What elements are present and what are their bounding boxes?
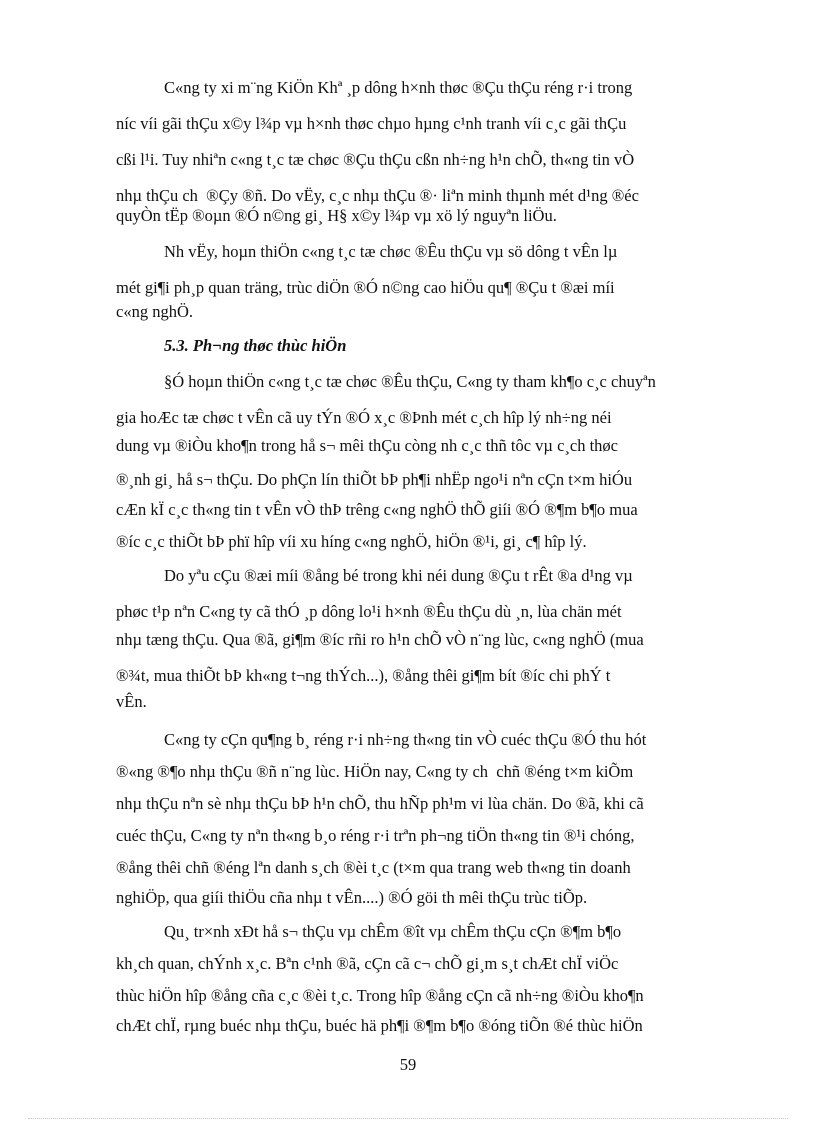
paragraph-line: ®íc c¸c thiÕt bÞ phï hîp víi xu híng c«ng nghÖ, hiÖn ®¹i, gi¸ c¶ hîp lý. [116, 532, 587, 551]
paragraph-line: cßi l¹i. Tuy nhiªn c«ng t¸c tæ chøc ®Çu thÇu cßn nh÷ng h¹n chÕ, th«ng tin vÒ [116, 150, 635, 169]
paragraph-line: chÆt chÏ, rµng buéc nhµ thÇu, buéc hä ph¶i ®¶m b¶o ®óng tiÕn ®é thùc hiÖn [116, 1016, 643, 1035]
paragraph-line: §Ó hoµn thiÖn c«ng t¸c tæ chøc ®Êu thÇu, C«ng ty tham kh¶o c¸c chuyªn [164, 372, 656, 391]
paragraph-line: C«ng ty cÇn qu¶ng b¸ réng r·i nh÷ng th«ng tin vÒ cuéc thÇu ®Ó thu hót [164, 730, 647, 749]
paragraph-line: ®«ng ®¶o nhµ thÇu ®ñ n¨ng lùc. HiÖn nay, C«ng ty ch chñ ®éng t×m kiÕm [116, 762, 634, 781]
paragraph-line: kh¸ch quan, chÝnh x¸c. Bªn c¹nh ®ã, cÇn cã c¬ chÕ gi¸m s¸t chÆt chÏ viÖc [116, 954, 619, 973]
page-number: 59 [399, 1055, 417, 1074]
paragraph-line: ®ång thêi chñ ®éng lªn danh s¸ch ®èi t¸c (t×m qua trang web th«ng tin doanh [116, 858, 631, 877]
paragraph-line: cuéc thÇu, C«ng ty nªn th«ng b¸o réng r·i trªn ph¬ng tiÖn th«ng tin ®¹i chóng, [116, 826, 635, 845]
paragraph-line: thùc hiÖn hîp ®ång cña c¸c ®èi t¸c. Trong hîp ®ång cÇn cã nh÷ng ®iÒu kho¶n [116, 986, 644, 1005]
paragraph-line: dung vµ ®iÒu kho¶n trong hå s¬ mêi thÇu còng nh c¸c thñ tôc vµ c¸ch thøc [116, 436, 618, 455]
section-heading: 5.3. Ph¬ng thøc thùc hiÖn [164, 336, 347, 355]
paragraph-line: nhµ tæng thÇu. Qua ®ã, gi¶m ®íc rñi ro h¹n chÕ vÒ n¨ng lùc, c«ng nghÖ (mua [116, 630, 644, 649]
paragraph-line: ®¸nh gi¸ hå s¬ thÇu. Do phÇn lín thiÕt bÞ ph¶i nhËp ngo¹i nªn cÇn t×m hiÓu [116, 470, 633, 489]
paragraph-line: nhµ thÇu nªn sè nhµ thÇu bÞ h¹n chÕ, thu hÑp ph¹m vi lùa chän. Do ®ã, khi cã [116, 794, 644, 813]
paragraph-line: vÊn. [116, 692, 147, 711]
paragraph-line: gia hoÆc tæ chøc t vÊn cã uy tÝn ®Ó x¸c ®Þnh mét c¸ch hîp lý nh÷ng néi [116, 408, 612, 427]
page-bottom-divider [28, 1118, 788, 1119]
paragraph-line: quyÒn tËp ®oµn ®Ó n©ng gi¸ H§ x©y l¾p vµ xö lý nguyªn liÖu. [116, 206, 557, 225]
paragraph-line: c«ng nghÖ. [116, 302, 193, 321]
paragraph-line: C«ng ty xi m¨ng KiÖn Khª ¸p dông h×nh thøc ®Çu thÇu réng r·i trong [164, 78, 633, 97]
paragraph-line: cÆn kÏ c¸c th«ng tin t vÊn vÒ thÞ trêng c«ng nghÖ thÕ giíi ®Ó ®¶m b¶o mua [116, 500, 638, 519]
paragraph-line: nghiÖp, qua giíi thiÖu cña nhµ t vÊn....) ®Ó göi th mêi thÇu trùc tiÕp. [116, 888, 588, 907]
paragraph-line: Nh vËy, hoµn thiÖn c«ng t¸c tæ chøc ®Êu thÇu vµ sö dông t vÊn lµ [164, 242, 618, 261]
paragraph-line: Qu¸ tr×nh xÐt hå s¬ thÇu vµ chÊm ®ît vµ chÊm thÇu cÇn ®¶m b¶o [164, 922, 622, 941]
paragraph-line: níc víi gãi thÇu x©y l¾p vµ h×nh thøc chµo hµng c¹nh tranh víi c¸c gãi thÇu [116, 114, 627, 133]
paragraph-line: nhµ thÇu ch ®Çy ®ñ. Do vËy, c¸c nhµ thÇu ®· liªn minh thµnh mét d¹ng ®éc [116, 186, 639, 205]
paragraph-line: Do yªu cÇu ®æi míi ®ång bé trong khi néi dung ®Çu t rÊt ®a d¹ng vµ [164, 566, 633, 585]
paragraph-line: phøc t¹p nªn C«ng ty cã thÓ ¸p dông lo¹i h×nh ®Êu thÇu dù ¸n, lùa chän mét [116, 602, 622, 621]
paragraph-line: ®¾t, mua thiÕt bÞ kh«ng t¬ng thÝch...), ®ång thêi gi¶m bít ®íc chi phÝ t [116, 666, 611, 685]
paragraph-line: mét gi¶i ph¸p quan träng, trùc diÖn ®Ó n©ng cao hiÖu qu¶ ®Çu t ®æi míi [116, 278, 615, 297]
